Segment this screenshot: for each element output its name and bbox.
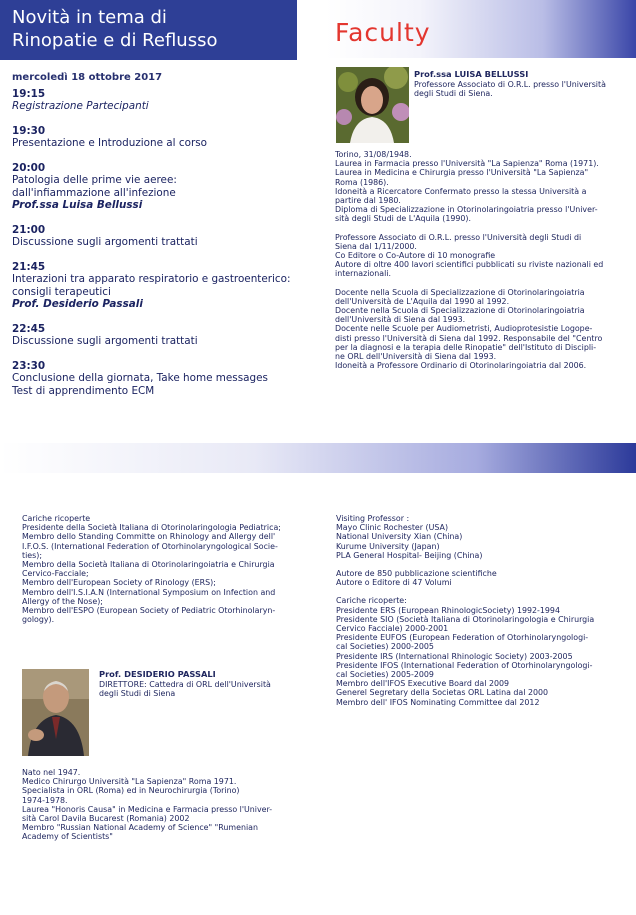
text-line: ne ORL dell'Università di Siena dal 1993. <box>335 352 497 362</box>
section-divider-band <box>0 443 636 473</box>
passali-cariche <box>22 514 281 624</box>
text-line: Presidente IRS (International Rhinologic Society) 2003-2005 <box>336 651 573 661</box>
faculty-heading: Faculty <box>335 18 431 47</box>
title-bar <box>0 0 297 60</box>
text-line: Cariche ricoperte <box>22 514 91 523</box>
program-session-text: consigli terapeutici <box>12 285 111 298</box>
text-line: ties); <box>22 550 42 560</box>
text-line: internazionali. <box>335 269 391 279</box>
text-line: I.F.O.S. (International Federation of Otorhinolaryngological Socie- <box>22 541 278 551</box>
text-line: Laurea "Honoris Causa" in Medicina e Farmacia presso l'Univer- <box>22 804 273 814</box>
bellussi-bio <box>335 150 603 370</box>
text-line: National University Xian (China) <box>336 532 463 542</box>
text-line: Membro dello Standing Committe on Rhinology and Allergy dell' <box>22 532 276 542</box>
text-line: Presidente della Società Italiana di Otorinolaringologia Pediatrica; <box>22 523 281 533</box>
text-line: Academy of Scientists" <box>22 832 113 842</box>
bellussi-photo <box>336 67 409 143</box>
text-line: Autore o Editore di 47 Volumi <box>336 578 452 588</box>
text-line: Nato nel 1947. <box>22 768 81 777</box>
text-line: Visiting Professor : <box>336 514 410 523</box>
text-line: cal Societies) 2005-2009 <box>336 670 434 680</box>
program-time: 21:45 <box>12 260 46 273</box>
program-session-text: Test di apprendimento ECM <box>12 384 155 397</box>
passali-visiting-cariche <box>336 514 594 707</box>
text-line: Presidente ERS (European RhinologicSociety) 1992-1994 <box>336 605 560 615</box>
text-line: Roma (1986). <box>335 177 389 187</box>
text-line: Generel Segretary della Societas ORL Latina dal 2000 <box>336 688 549 698</box>
passali-role <box>99 680 271 698</box>
program-session-text: Conclusione della giornata, Take home messages <box>12 372 268 384</box>
text-line: DIRETTORE: Cattedra di ORL dell'Università <box>99 680 271 689</box>
text-line: Kurume University (Japan) <box>336 541 440 551</box>
text-line: Laurea in Farmacia presso l'Università "La Sapienza" Roma (1971). <box>335 159 599 169</box>
text-line: Membro dell'IFOS Executive Board dal 2009 <box>336 679 510 689</box>
text-line: Siena dal 1/11/2000. <box>335 241 417 251</box>
text-line: Idoneità a Ricercatore Confermato presso la stessa Università a <box>335 186 587 196</box>
text-line: Professore Associato di O.R.L. presso l'Università <box>414 80 606 89</box>
bellussi-role <box>414 80 606 98</box>
text-line: Membro "Russian National Academy of Science" "Rumenian <box>22 823 258 833</box>
passali-photo <box>22 669 89 756</box>
program-speaker: Prof.ssa Luisa Bellussi <box>12 199 143 211</box>
text-line: Presidente SIO (Società Italiana di Otorinolaringologia e Chirurgia <box>336 614 595 624</box>
program <box>12 72 312 397</box>
text-line: PLA General Hospital- Beijing (China) <box>336 550 483 560</box>
program-session-text: Registrazione Partecipanti <box>12 100 149 112</box>
passali-name: Prof. DESIDERIO PASSALI <box>99 669 216 679</box>
text-line: Diploma di Specializzazione in Otorinolaringoiatria presso l'Univer- <box>335 205 598 215</box>
text-line: Cervico Facciale) 2000-2001 <box>336 624 449 634</box>
text-line: Specialista in ORL (Roma) ed in Neurochirurgia (Torino) <box>22 786 240 796</box>
program-time: 19:30 <box>12 124 46 137</box>
text-line: Membro della Società Italiana di Otorinolaringoiatria e Chirurgia <box>22 560 275 570</box>
text-line: Autore de 850 pubblicazione scientifiche <box>336 569 497 579</box>
text-line: 1974-1978. <box>22 795 68 805</box>
program-speaker: Prof. Desiderio Passali <box>12 298 143 310</box>
text-line: Professore Associato di O.R.L. presso l'Università degli Studi di <box>335 232 582 242</box>
text-line: Membro dell' IFOS Nominating Committee dal 2012 <box>336 697 540 707</box>
text-line: Laurea in Medicina e Chirurgia presso l'Università "La Sapienza" <box>335 168 589 178</box>
program-time: 21:00 <box>12 223 46 236</box>
text-line: Co Editore o Co-Autore di 10 monografie <box>335 251 496 261</box>
passali-bio <box>22 768 272 842</box>
title-line-1: Novità in tema di <box>12 7 167 28</box>
text-line: Allergy of the Nose); <box>22 596 103 606</box>
text-line: dell'Università di Siena dal 1993. <box>335 315 466 325</box>
text-line: Docente nella Scuola di Specializzazione di Otorinolaringoiatria <box>335 287 585 297</box>
text-line: sità degli Studi de L'Aquila (1990). <box>335 214 471 224</box>
text-line: Medico Chirurgo Università "La Sapienza" Roma 1971. <box>22 777 237 787</box>
program-date: mercoledì 18 ottobre 2017 <box>12 72 163 83</box>
text-line: disti presso l'Università di Siena dal 1992. Responsabile del "Centro <box>335 333 603 343</box>
text-line: degli Studi di Siena. <box>414 89 493 99</box>
text-line: gology). <box>22 615 55 625</box>
text-line: Mayo Clinic Rochester (USA) <box>336 523 449 533</box>
program-time: 22:45 <box>12 322 46 335</box>
program-session-text: Interazioni tra apparato respiratorio e gastroenterico: <box>12 273 291 285</box>
text-line: Membro dell'ESPO (European Society of Pediatric Otorhinolaryn- <box>22 606 276 616</box>
text-line: Docente nelle Scuole per Audiometristi, Audioprotesistie Logope- <box>335 324 593 334</box>
program-time: 20:00 <box>12 161 46 174</box>
text-line: Presidente EUFOS (European Federation of Otorhinolaryngologi- <box>336 633 589 643</box>
text-line: degli Studi di Siena <box>99 689 176 699</box>
text-line: dell'Università de L'Aquila dal 1990 al 1992. <box>335 296 510 306</box>
program-session-text: dall'infiammazione all'infezione <box>12 186 176 199</box>
text-line: partire dal 1980. <box>335 196 401 206</box>
text-line: Cervico-Facciale; <box>22 569 89 579</box>
text-line: sità Carol Davila Bucarest (Romania) 2002 <box>22 814 190 824</box>
program-session-text: Patologia delle prime vie aeree: <box>12 174 177 186</box>
text-line: Membro dell'I.S.I.A.N (International Symposium on Infection and <box>22 587 276 597</box>
text-line: Idoneità a Professore Ordinario di Otorinolaringoiatria dal 2006. <box>335 361 587 371</box>
text-line: Presidente IFOS (International Federation of Otorhinolaryngologi- <box>336 660 593 670</box>
text-line: Membro dell'European Society of Rinology (ERS); <box>22 578 216 588</box>
text-line: Docente nella Scuola di Specializzazione di Otorinolaringoiatria <box>335 306 585 316</box>
title-line-2: Rinopatie e di Reflusso <box>12 30 218 51</box>
program-time: 19:15 <box>12 87 46 100</box>
program-session-text: Discussione sugli argomenti trattati <box>12 236 198 248</box>
bellussi-name: Prof.ssa LUISA BELLUSSI <box>414 69 529 79</box>
text-line: Torino, 31/08/1948. <box>335 150 412 159</box>
program-session-text: Presentazione e Introduzione al corso <box>12 137 207 149</box>
text-line: per la diagnosi e la terapia delle Rinopatie" dell'Istituto di Discipli- <box>335 342 597 352</box>
text-line: Cariche ricoperte: <box>336 596 407 606</box>
text-line: Autore di oltre 400 lavori scientifici pubblicati su riviste nazionali ed <box>335 260 604 270</box>
text-line: cal Societies) 2000-2005 <box>336 642 434 652</box>
program-time: 23:30 <box>12 359 46 372</box>
program-session-text: Discussione sugli argomenti trattati <box>12 335 198 347</box>
